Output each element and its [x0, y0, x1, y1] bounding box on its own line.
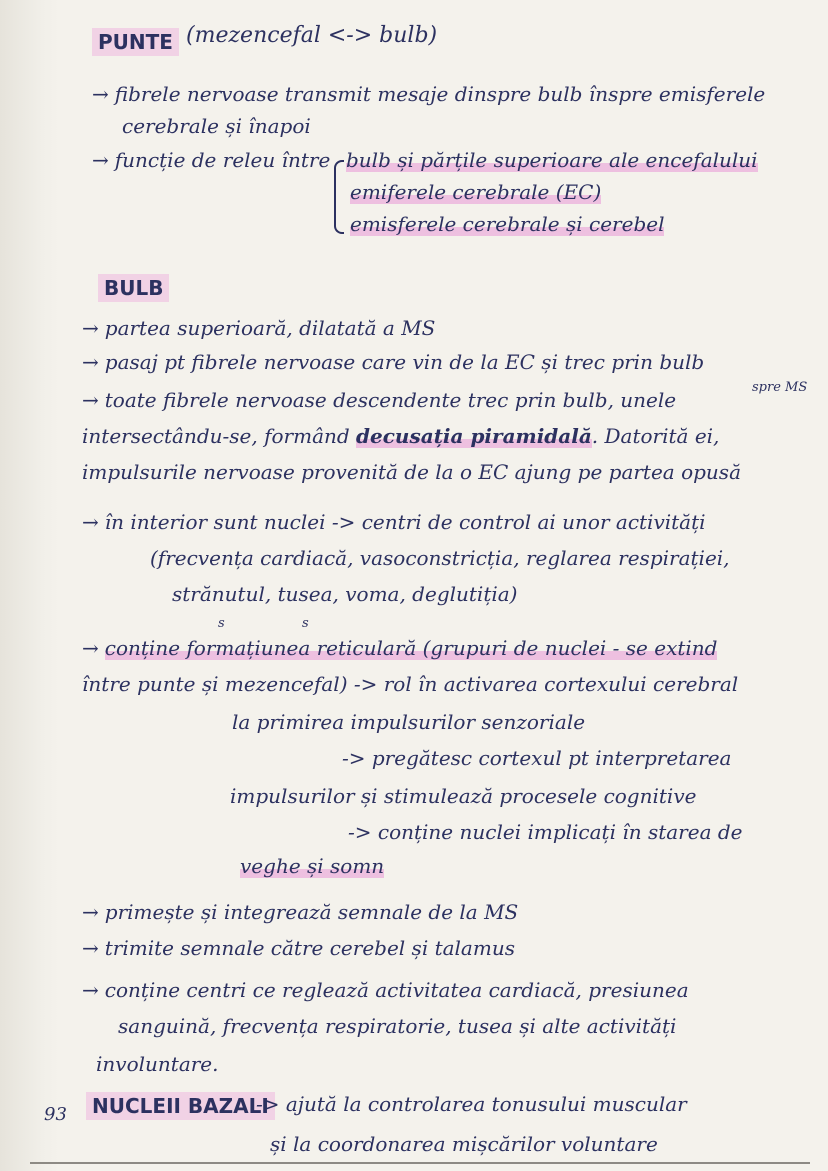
- bulb-line-9: → conține formațiunea reticulară (grupuri de nuclei - se extind: [82, 636, 718, 660]
- nuclei-line-1: -> ajută la controlarea tonusului muscular: [256, 1092, 687, 1116]
- bulb-line-11: la primirea impulsurilor senzoriale: [232, 710, 586, 734]
- punte-line-3: → funcție de releu între: [92, 148, 331, 172]
- page-number: 93: [44, 1104, 67, 1125]
- punte-line-6: emisferele cerebrale și cerebel: [350, 212, 665, 236]
- bulb-line-16: → primește și integrează semnale de la MS: [82, 900, 519, 924]
- bulb-line-15: veghe și somn: [240, 854, 385, 878]
- bulb-line-19: sanguină, frecvența respiratorie, tusea și alte activități: [118, 1014, 677, 1038]
- page-binding: [0, 0, 60, 1171]
- punte-line-4: bulb și părțile superioare ale encefalului: [346, 148, 758, 172]
- punte-line-5: emiferele cerebrale (EC): [350, 180, 602, 204]
- bulb-line-18: → conține centri ce reglează activitatea cardiacă, presiunea: [82, 978, 689, 1002]
- bulb-line-20: involuntare.: [96, 1052, 219, 1076]
- page-bottom-edge: [30, 1162, 810, 1164]
- bulb-line-17: → trimite semnale către cerebel și talamus: [82, 936, 515, 960]
- releu-brace: [334, 160, 344, 234]
- bulb-line-3: → toate fibrele nervoase descendente trec prin bulb, unele: [82, 388, 677, 412]
- nuclei-line-2: și la coordonarea mișcărilor voluntare: [270, 1132, 658, 1156]
- section-title-punte: PUNTE: [92, 30, 179, 54]
- bulb-line-1: → partea superioară, dilatată a MS: [82, 316, 436, 340]
- bulb-line-2: → pasaj pt fibrele nervoase care vin de la EC și trec prin bulb: [82, 350, 705, 374]
- bulb-line-13: impulsurilor și stimulează procesele cognitive: [230, 784, 697, 808]
- bulb-line-6: → în interior sunt nuclei -> centri de control ai unor activități: [82, 510, 706, 534]
- bulb-line-10: între punte și mezencefal) -> rol în activarea cortexului cerebral: [82, 672, 739, 696]
- mark-s-2: s: [302, 616, 309, 631]
- section-title-nuclei-bazali: NUCLEII BAZALI: [86, 1094, 275, 1118]
- bulb-line-14: -> conține nuclei implicați în starea de: [348, 820, 743, 844]
- mark-s-1: s: [218, 616, 225, 631]
- bulb-superscript-spre-ms: spre MS: [752, 380, 808, 395]
- punte-subtitle: (mezencefal <-> bulb): [186, 23, 438, 48]
- bulb-line-12: -> pregătesc cortexul pt interpretarea: [342, 746, 732, 770]
- punte-line-1: → fibrele nervoase transmit mesaje dinspre bulb înspre emisferele: [92, 82, 766, 106]
- bulb-line-4: intersectându-se, formând decusația piramidală. Datorită ei,: [82, 424, 720, 448]
- punte-line-2: cerebrale și înapoi: [122, 114, 311, 138]
- bulb-line-8: strănutul, tusea, voma, deglutiția): [172, 582, 518, 606]
- bulb-line-7: (frecvența cardiacă, vasoconstricția, reglarea respirației,: [150, 546, 730, 570]
- section-title-bulb: BULB: [98, 276, 169, 300]
- bulb-line-5: impulsurile nervoase provenită de la o EC ajung pe partea opusă: [82, 460, 741, 484]
